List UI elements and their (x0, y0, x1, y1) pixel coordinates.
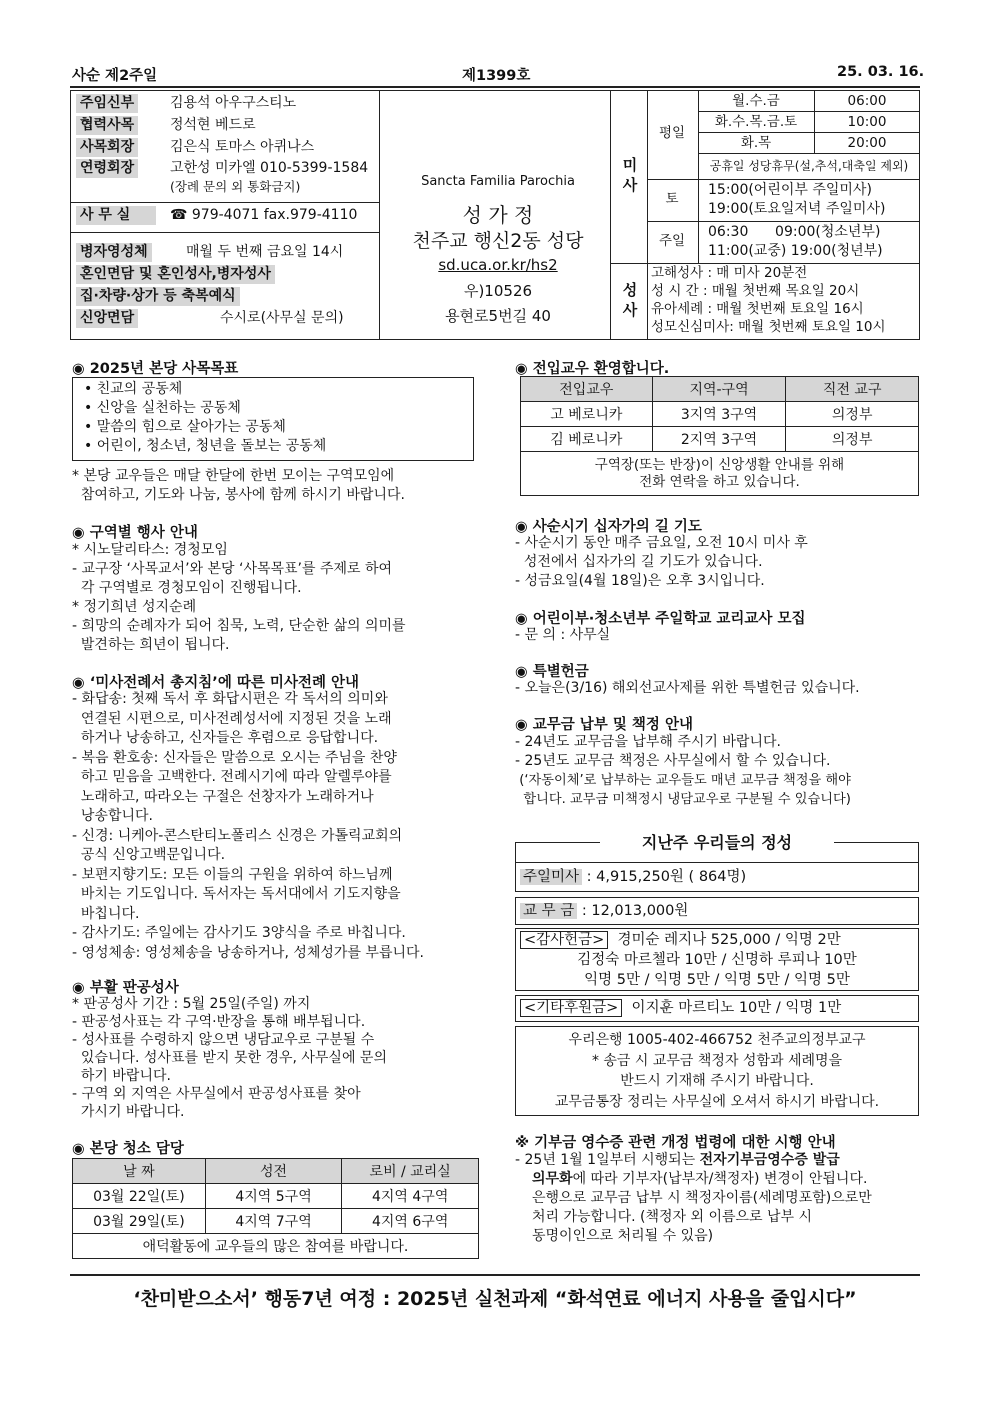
cleaning-cell: 4지역 5구역 (205, 1184, 342, 1209)
offering-thanks-line: 경미순 레지나 525,000 / 익명 2만 (608, 932, 841, 948)
goal-item: • 어린이, 청소년, 청년을 돌보는 공동체 (84, 438, 327, 454)
cleaning-footer: 애덕활동에 교우들의 많은 참여를 바랍니다. (73, 1234, 479, 1259)
newcomers-footer-line: 전화 연락을 하고 있습니다. (639, 473, 800, 490)
liturgy-line: - 복음 환호송: 신자들은 말씀으로 오시는 주님을 찬양 (72, 749, 397, 766)
district-line: * 정기희년 성지순례 (72, 599, 197, 615)
easter-line: - 판공성사표는 각 구역·반장을 통해 배부됩니다. (72, 1014, 366, 1030)
goals-title: ◉ 2025년 본당 사목목표 (72, 361, 239, 377)
newcomers-footer-line: 구역장(또는 반장)이 신앙생활 안내를 위해 (594, 456, 845, 473)
parish-full-name: 천주교 행신2동 성당 (412, 230, 584, 252)
parish-latin: Sancta Familia Parochia (421, 174, 575, 189)
liturgy-line: 하고 믿음을 고백한다. 전례시기에 따라 알렐루야를 (72, 769, 392, 785)
offering-thanks-line: 익명 5만 / 익명 5만 / 익명 5만 / 익명 5만 (584, 972, 850, 988)
offering-title: 지난주 우리들의 정성 (600, 832, 834, 854)
newcomer-cell: 2지역 3구역 (652, 427, 786, 452)
saturday-label: 토 (665, 191, 679, 207)
goal-item: • 친교의 공동체 (84, 381, 183, 397)
receipt-title: ※ 기부금 영수증 관련 개정 법령에 대한 시행 안내 (515, 1135, 836, 1151)
liturgy-line: 연결된 시편으로, 미사전례성서에 지정된 것을 노래 (72, 710, 392, 727)
offering-sunday-value: : 4,915,250원 ( 864명) (582, 869, 747, 885)
weekday-time-3: 20:00 (847, 135, 887, 151)
easter-title: ◉ 부활 판공성사 (72, 980, 179, 996)
weekday-label: 평일 (658, 125, 686, 141)
holiday-note: 공휴일 성당휴무(설,추석,대축일 제외) (709, 159, 909, 173)
liturgy-line: - 영성체송: 영성체송을 낭송하거나, 성체성가를 부릅니다. (72, 944, 424, 961)
liturgy-line: 하거나 낭송하고, 신자들은 후렴으로 응답합니다. (72, 730, 379, 746)
bank-line: 반드시 기재해 주시기 바랍니다. (620, 1073, 814, 1089)
newcomer-cell: 3지역 3구역 (652, 402, 786, 427)
cleaning-header: 로비 / 교리실 (342, 1159, 479, 1184)
cleaning-cell: 03월 22일(토) (73, 1184, 206, 1209)
offering-support-label: <기타후원금> (520, 999, 622, 1017)
bank-line: 교무금통장 정리는 사무실에 오셔서 하시기 바랍니다. (554, 1093, 880, 1110)
newcomers-header: 지역-구역 (652, 377, 786, 402)
liturgy-line: - 보편지향기도: 모든 이들의 구원을 위하여 하느님께 (72, 866, 393, 883)
liturgy-line: - 감사기도: 주일에는 감사기도 3양식을 주로 바칩니다. (72, 925, 406, 941)
easter-line: * 판공성사 기간 : 5월 25일(주일) 까지 (72, 996, 311, 1012)
cleaning-cell: 4지역 6구역 (342, 1209, 479, 1234)
receipt-text: - 25년 1월 1일부터 시행되는 (515, 1152, 700, 1168)
cleaning-header: 성전 (205, 1159, 342, 1184)
assistant-name: 정석현 베드로 (170, 117, 256, 133)
cleaning-title: ◉ 본당 청소 담당 (72, 1141, 184, 1157)
easter-line: 하기 바랍니다. (72, 1068, 171, 1084)
dues-line: - 25년도 교무금 책정은 사무실에서 할 수 있습니다. (515, 753, 831, 769)
sunday-label: 주일 (658, 233, 686, 249)
bank-line: 우리은행 1005-402-466752 천주교의정부교구 (568, 1032, 866, 1048)
goals-note: * 본당 교우들은 매달 한달에 한번 모이는 구역모임에 (72, 468, 395, 484)
district-line: * 시노달리타스: 경청모임 (72, 542, 228, 558)
council-president-name: 김은식 토마스 아퀴나스 (170, 139, 315, 155)
receipt-line: 은행으로 교무금 납부 시 책정자이름(세례명포함)으로만 (532, 1190, 872, 1206)
receipt-bold: 의무화 (532, 1171, 573, 1187)
label-pastor: 주임신부 (76, 94, 138, 113)
offering-support-value: 이지훈 마르티노 10만 / 익명 1만 (622, 1000, 842, 1016)
cleaning-header: 날 짜 (73, 1159, 206, 1184)
funeral-note: (장례 문의 외 통화금지) (170, 179, 301, 194)
saturday-mass-2: 19:00(토요일저녁 주일미사) (708, 201, 886, 217)
receipt-line-2 (532, 1170, 867, 1189)
bank-line: * 송금 시 교무금 책정자 성함과 세례명을 (591, 1052, 843, 1069)
sacrament-marian-mass: 성모신심미사: 매월 첫번째 토요일 10시 (651, 319, 886, 335)
liturgy-line: 바치는 기도입니다. 독서자는 독서대에서 기도지향을 (72, 886, 401, 902)
receipt-line-1 (515, 1151, 840, 1170)
sacrament-infant-baptism: 유아세례 : 매월 첫번째 토요일 16시 (651, 301, 864, 317)
issue-date: 25. 03. 16. (837, 64, 925, 80)
sacrament-title: 성사 (622, 281, 638, 319)
cleaning-cell: 4지역 4구역 (342, 1184, 479, 1209)
district-title: ◉ 구역별 행사 안내 (72, 525, 198, 541)
offering-support-row (515, 995, 919, 1022)
newcomers-table (520, 376, 919, 496)
receipt-line: 처리 가능합니다. (책정자 외 이름으로 납부 시 (532, 1209, 813, 1225)
header-rule (70, 86, 920, 88)
parish-name: 성 가 정 (462, 203, 534, 227)
label-funeral-president: 연령회장 (76, 159, 138, 178)
special-title: ◉ 특별헌금 (515, 664, 589, 680)
offering-thanks-label: <감사헌금> (520, 931, 608, 949)
weekday-days-2: 화.수.목.금.토 (714, 114, 798, 130)
liturgy-line: 바칩니다. (72, 905, 140, 922)
dues-line: 합니다. 교무금 미책정시 냉담교우로 구분될 수 있습니다) (515, 792, 851, 807)
saturday-mass-1: 15:00(어린이부 주일미사) (708, 182, 872, 198)
receipt-text: 에 따라 기부자(납부자/책정자) 변경이 안됩니다. (572, 1171, 868, 1187)
sacrament-confession: 고해성사 : 매 미사 20분전 (651, 265, 808, 281)
district-line: - 희망의 순례자가 되어 침묵, 노력, 단순한 삶의 의미를 (72, 618, 406, 634)
office-phone: ☎ 979-4071 fax.979-4110 (170, 207, 358, 223)
weekday-time-1: 06:00 (847, 93, 887, 109)
stations-line: - 사순시기 동안 매주 금요일, 오전 10시 미사 후 (515, 535, 808, 551)
liturgy-line: 낭송합니다. (72, 808, 153, 824)
newcomer-cell: 의정부 (786, 427, 919, 452)
issue-number: 제1399호 (462, 68, 531, 84)
district-line: - 교구장 ‘사목교서’와 본당 ‘사목목표’를 주제로 하여 (72, 561, 393, 577)
newcomer-cell: 고 베로니카 (521, 402, 653, 427)
cleaning-table (72, 1158, 479, 1259)
district-line: 발견하는 희년이 됩니다. (72, 637, 230, 653)
sick-communion-value: 매월 두 번째 금요일 14시 (186, 244, 344, 260)
offering-sunday-label: 주일미사 (520, 869, 582, 885)
pastor-name: 김용석 아우구스티노 (170, 95, 297, 111)
label-counseling: 신앙면담 (76, 309, 138, 328)
receipt-line: 동명이인으로 처리될 수 있음) (532, 1228, 714, 1244)
label-sick-communion: 병자영성체 (76, 243, 152, 262)
label-office: 사 무 실 (76, 206, 156, 225)
mass-title: 미사 (622, 156, 638, 194)
newcomers-footer (521, 452, 919, 496)
dues-line: - 24년도 교무금을 납부해 주시기 바랍니다. (515, 734, 781, 750)
parish-address: 용현로5번길 40 (445, 307, 551, 325)
liturgy-line: 공식 신앙고백문입니다. (72, 847, 226, 863)
easter-line: - 성사표를 수령하지 않으면 냉담교우로 구분될 수 (72, 1032, 375, 1048)
offering-thanks-line: 김정숙 마르첼라 10만 / 신명하 루피나 10만 (577, 952, 857, 968)
goals-note: 참여하고, 기도와 나눔, 봉사에 함께 하시기 바랍니다. (72, 487, 405, 503)
dues-title: ◉ 교무금 납부 및 책정 안내 (515, 717, 693, 733)
stations-line: 성전에서 십자가의 길 기도가 있습니다. (515, 554, 763, 570)
offering-thanks-row (515, 928, 919, 991)
teachers-title: ◉ 어린이부·청소년부 주일학교 교리교사 모집 (515, 611, 806, 627)
easter-line: 가시기 바랍니다. (72, 1104, 185, 1120)
label-blessing: 집·차량·상가 등 축복예식 (76, 287, 240, 306)
weekday-time-2: 10:00 (847, 114, 887, 130)
counseling-value: 수시로(사무실 문의) (220, 310, 344, 326)
liturgy-line: 노래하고, 따라오는 구절은 선창자가 노래하거나 (72, 788, 374, 805)
weekday-days-1: 월.수.금 (732, 93, 780, 109)
offering-dues-row (515, 897, 919, 925)
weekday-days-3: 화.목 (740, 135, 772, 151)
goal-item: • 신앙을 실천하는 공동체 (84, 400, 241, 416)
liturgy-line: - 신경: 니케아-콘스탄티노폴리스 신경은 가톨릭교회의 (72, 827, 403, 844)
cleaning-cell: 4지역 7구역 (205, 1209, 342, 1234)
newcomer-cell: 의정부 (786, 402, 919, 427)
liturgy-line: - 화답송: 첫째 독서 후 화답시편은 각 독서의 의미와 (72, 691, 388, 707)
special-line: - 오늘은(3/16) 해외선교사제를 위한 특별헌금 있습니다. (515, 680, 860, 696)
label-assistant: 협력사목 (76, 116, 138, 135)
funeral-president-info: 고한성 미카엘 010-5399-1584 (170, 160, 369, 176)
parish-website-link[interactable]: sd.uca.or.kr/hs2 (438, 256, 558, 274)
cleaning-cell: 03월 29일(토) (73, 1209, 206, 1234)
district-line: 각 구역별로 경청모임이 진행됩니다. (72, 580, 302, 596)
label-council-president: 사목회장 (76, 138, 138, 157)
easter-line: 있습니다. 성사표를 받지 못한 경우, 사무실에 문의 (72, 1050, 387, 1066)
offering-dues-label: 교 무 금 (520, 903, 577, 919)
label-marriage: 혼인면담 및 혼인성사,병자성사 (76, 265, 275, 284)
dues-line: (‘자동이체’로 납부하는 교우들도 매년 교무금 책정을 해야 (515, 773, 851, 788)
footer-rule (70, 1274, 920, 1276)
newcomers-title: ◉ 전입교우 환영합니다. (515, 361, 670, 377)
newcomers-header: 직전 교구 (786, 377, 919, 402)
stations-line: - 성금요일(4월 18일)은 오후 3시입니다. (515, 573, 765, 589)
liturgy-title: ◉ ‘미사전례서 총지침’에 따른 미사전례 안내 (72, 675, 360, 691)
receipt-bold: 전자기부금영수증 발급 (699, 1152, 840, 1168)
easter-line: - 구역 외 지역은 사무실에서 판공성사표를 찾아 (72, 1086, 361, 1102)
liturgical-day: 사순 제2주일 (72, 68, 158, 84)
stations-title: ◉ 사순시기 십자가의 길 기도 (515, 519, 702, 535)
sunday-mass-1: 06:30 09:00(청소년부) (708, 224, 881, 240)
newcomers-header: 전입교우 (521, 377, 653, 402)
newcomer-cell: 김 베로니카 (521, 427, 653, 452)
teachers-line: - 문 의 : 사무실 (515, 627, 611, 643)
offering-dues-value: : 12,013,000원 (577, 903, 689, 919)
offering-sunday-row (515, 862, 919, 892)
sunday-mass-2: 11:00(교중) 19:00(청년부) (708, 243, 883, 259)
sacrament-holy-hour: 성 시 간 : 매월 첫번째 목요일 20시 (651, 283, 860, 299)
parish-zip: 우)10526 (463, 282, 533, 300)
goal-item: • 말씀의 힘으로 살아가는 공동체 (84, 419, 286, 435)
footer-slogan: ‘찬미받으소서’ 행동7년 여정 : 2025년 실천과제 “화석연료 에너지 사용을 줄입시다” (133, 1288, 857, 1310)
offering-bank-row (515, 1026, 919, 1116)
